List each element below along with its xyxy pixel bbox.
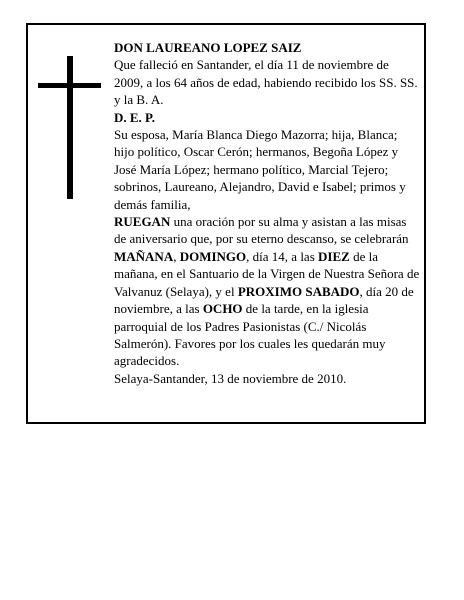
proximo-sabado-word: PROXIMO SABADO bbox=[237, 283, 360, 299]
manana-word: MAÑANA bbox=[114, 248, 174, 264]
request-text-2: , bbox=[173, 248, 180, 264]
cross-icon bbox=[67, 56, 73, 199]
request-text-3: , día 14, a las bbox=[246, 248, 319, 264]
domingo-word: DOMINGO bbox=[179, 248, 247, 264]
death-announcement: Que falleció en Santander, el día 11 de noviembre de 2009, a los 64 años de edad, habiendo recibido los SS. SS. y la B. A. bbox=[114, 57, 418, 108]
family-list: Su esposa, María Blanca Diego Mazorra; hija, Blanca; hijo político, Oscar Cerón; hermanos, Begoña López y José María López; hermano político, Marcial Tejero; sobrinos, Laureano, Alejandro, David e Isabel; primos y demás familia, bbox=[114, 127, 406, 212]
mass-request bbox=[114, 213, 420, 370]
ruegan-word: RUEGAN bbox=[114, 214, 171, 230]
request-text-4: de la mañana, en el Santuario de la Virgen de Nuestra Señora de Valvanuz (Selaya), y el bbox=[114, 248, 420, 299]
rip-line: D. E. P. bbox=[114, 109, 156, 125]
diez-word: DIEZ bbox=[318, 248, 350, 264]
request-text-5: , día 20 de noviembre, a las bbox=[114, 283, 414, 317]
cross-icon-bar bbox=[38, 83, 101, 88]
deceased-name: DON LAUREANO LOPEZ SAIZ bbox=[114, 40, 302, 55]
place-date-line: Selaya-Santander, 13 de noviembre de 2010. bbox=[114, 370, 347, 386]
ocho-word: OCHO bbox=[202, 301, 243, 317]
request-text-6: de la tarde, en la iglesia parroquial de los Padres Pasionistas (C./ Nicolás Salmerón). Favores por los cuales les quedarán muy agradecidos. bbox=[114, 301, 386, 369]
notice-text bbox=[114, 39, 420, 387]
request-text-1: una oración por su alma y asistan a las misas de aniversario que, por su eterno descanso, se celebrarán bbox=[114, 214, 409, 247]
obituary-notice bbox=[26, 23, 426, 424]
